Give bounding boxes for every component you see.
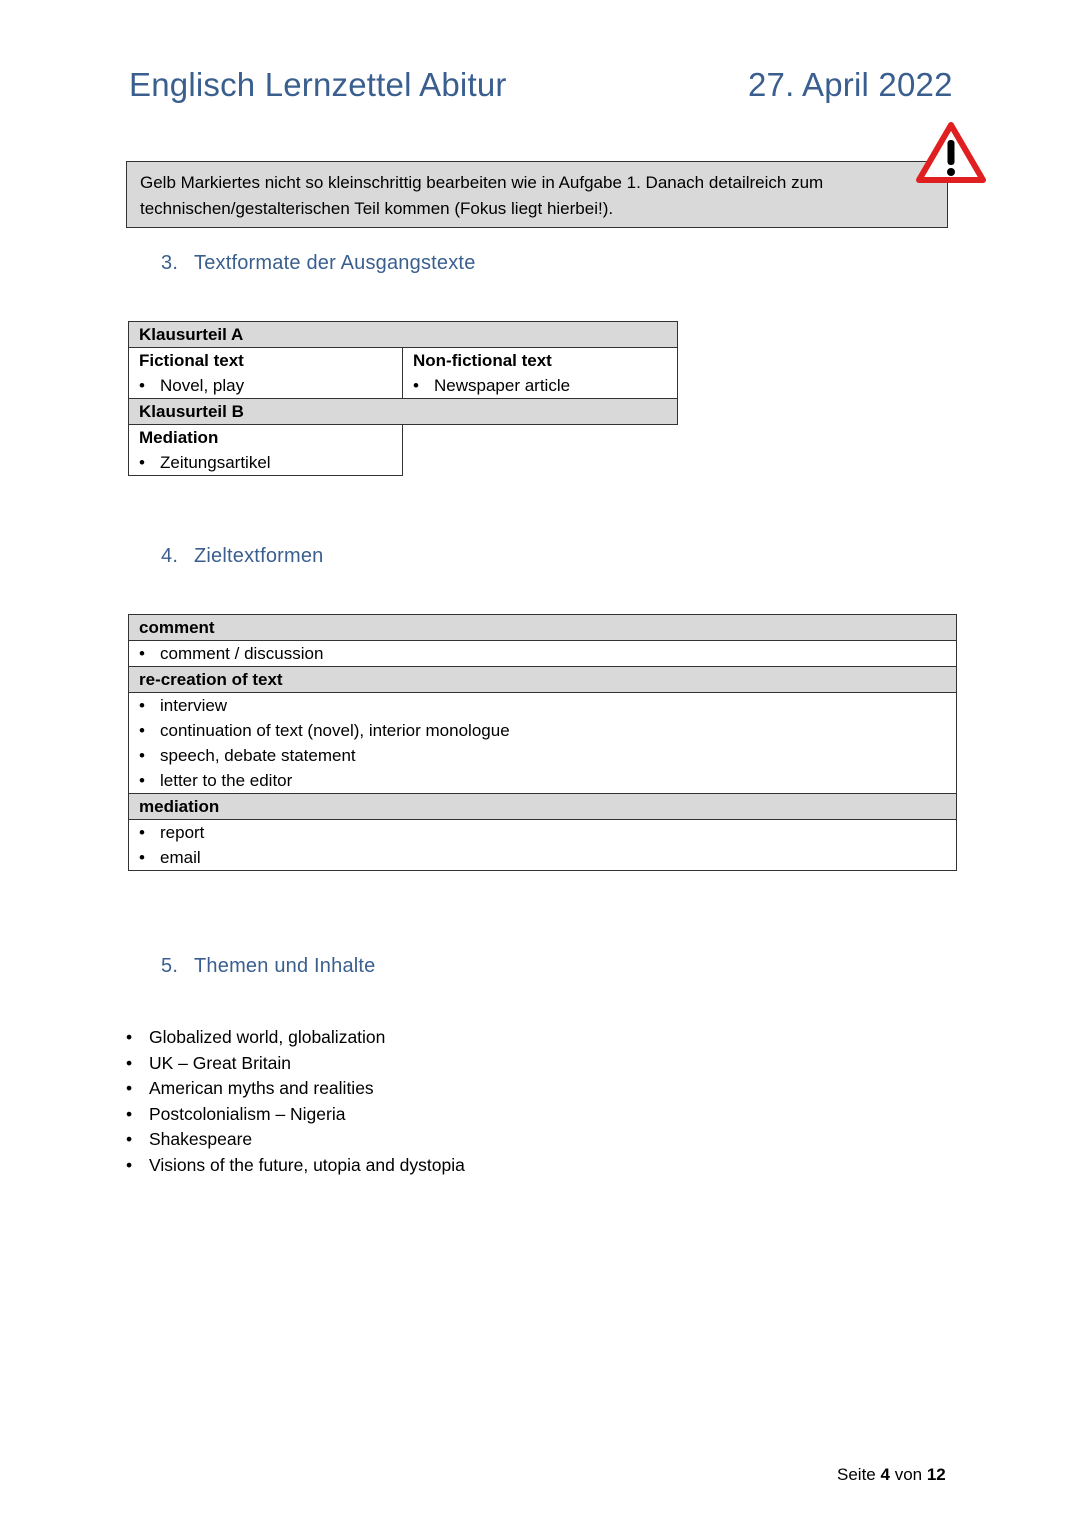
list-item: • UK – Great Britain: [126, 1051, 465, 1077]
section3-number: 3.: [161, 252, 179, 274]
group-items-mediation: [129, 820, 957, 871]
fictional-heading: Fictional text: [139, 351, 244, 370]
source-formats-table: [128, 321, 678, 476]
nonfictional-heading: Non-fictional text: [413, 351, 552, 370]
empty-cell: [403, 425, 678, 476]
target-formats-table: [128, 614, 957, 871]
list-item: • Zeitungsartikel: [139, 450, 392, 475]
list-item: • American myths and realities: [126, 1076, 465, 1102]
group-header-recreation: re-creation of text: [129, 667, 957, 693]
section5-title: Themen und Inhalte: [194, 955, 376, 977]
page-date: 27. April 2022: [748, 66, 953, 103]
list-item: • continuation of text (novel), interior monologue: [139, 718, 946, 743]
page-total: 12: [926, 1465, 946, 1484]
page-prefix: Seite: [837, 1465, 876, 1484]
section5-number: 5.: [161, 955, 179, 977]
section4-title: Zieltextformen: [194, 545, 324, 567]
list-item: • comment / discussion: [139, 641, 946, 666]
list-item: • Postcolonialism – Nigeria: [126, 1102, 465, 1128]
list-item: • letter to the editor: [139, 768, 946, 793]
fictional-cell: [129, 348, 403, 399]
list-item: • email: [139, 845, 946, 870]
mediation-cell: [129, 425, 403, 476]
mediation-heading: Mediation: [139, 428, 219, 447]
section3-heading: [161, 252, 476, 275]
klausurteil-b-header: Klausurteil B: [129, 399, 678, 425]
list-item: • Novel, play: [139, 373, 392, 398]
page-current: 4: [880, 1465, 890, 1484]
topics-list: [126, 1025, 465, 1178]
list-item: • speech, debate statement: [139, 743, 946, 768]
page-title: Englisch Lernzettel Abitur: [129, 66, 507, 103]
section5-heading: [161, 955, 376, 978]
note-box: Gelb Markiertes nicht so kleinschrittig bearbeiten wie in Aufgabe 1. Danach detailreich zum technischen/gestalterischen Teil kommen (Fokus liegt hierbei!).: [126, 161, 948, 228]
group-header-mediation: mediation: [129, 794, 957, 820]
group-header-comment: comment: [129, 615, 957, 641]
group-items-comment: [129, 641, 957, 667]
list-item: • Shakespeare: [126, 1127, 465, 1153]
list-item: • interview: [139, 693, 946, 718]
list-item: • Globalized world, globalization: [126, 1025, 465, 1051]
group-items-recreation: [129, 693, 957, 794]
section4-number: 4.: [161, 545, 179, 567]
page-number: [837, 1465, 946, 1485]
section4-heading: [161, 545, 324, 568]
warning-icon: [914, 120, 988, 186]
nonfictional-cell: [403, 348, 678, 399]
klausurteil-a-header: Klausurteil A: [129, 322, 678, 348]
list-item: • Visions of the future, utopia and dystopia: [126, 1153, 465, 1179]
page-middle: von: [894, 1465, 923, 1484]
section3-title: Textformate der Ausgangstexte: [194, 252, 476, 274]
list-item: • report: [139, 820, 946, 845]
list-item: • Newspaper article: [413, 373, 667, 398]
